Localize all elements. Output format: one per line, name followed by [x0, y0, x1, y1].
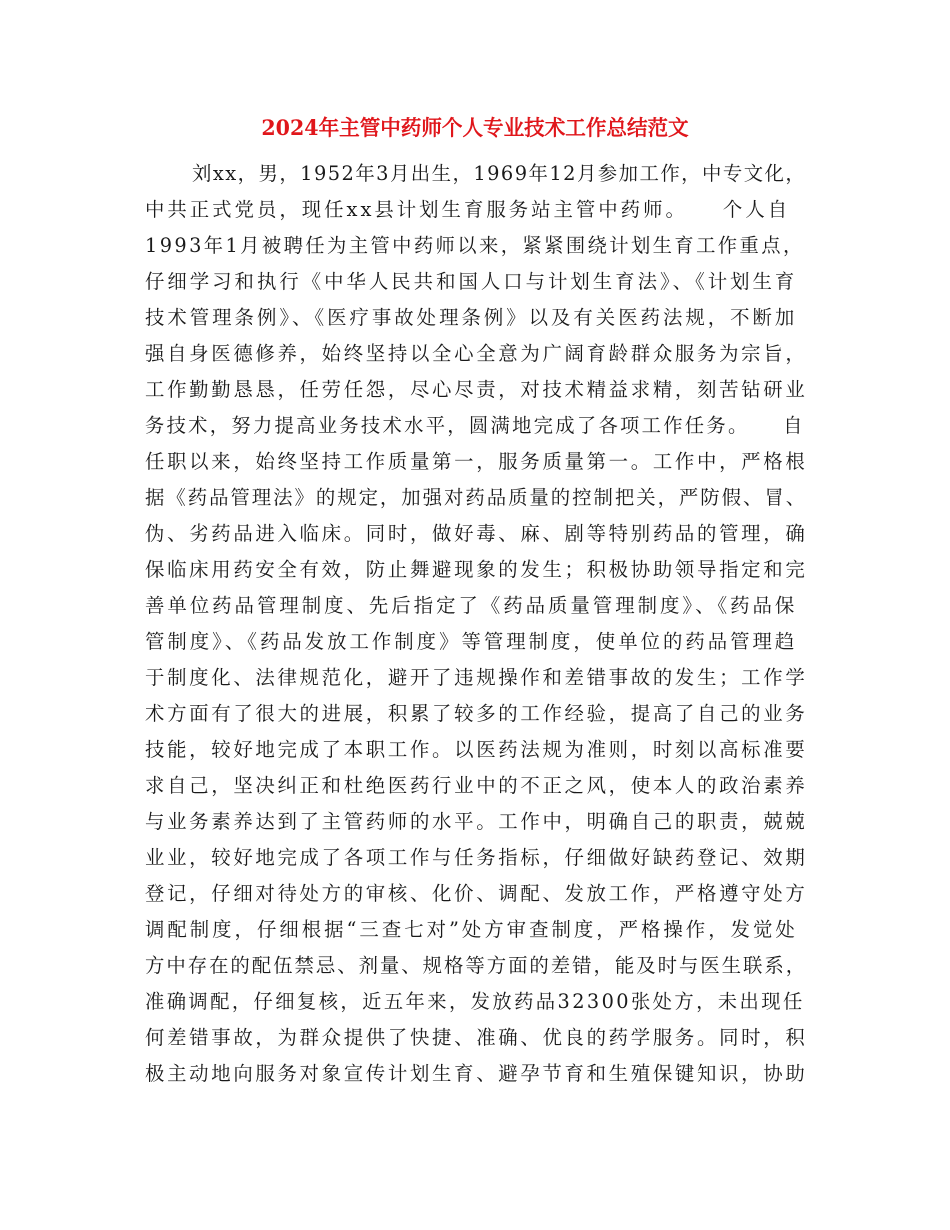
- body-line: 调配制度，仔细根据“三查七对”处方审查制度，严格操作，发觉处: [145, 918, 798, 941]
- body-line: 工作勤勤恳恳，任劳任怨，尽心尽责，对技术精益求精，刻苦钻研业: [145, 378, 808, 401]
- body-line: 管制度》、《药品发放工作制度》等管理制度，使单位的药品管理趋: [145, 630, 798, 653]
- body-line: 刘xx，男，1952年3月出生，1969年12月参加工作，中专文化，: [192, 162, 807, 185]
- body-line: 任职以来，始终坚持工作质量第一，服务质量第一。工作中，严格根: [145, 450, 808, 473]
- body-line: 极主动地向服务对象宣传计划生育、避孕节育和生殖保键知识，协助: [145, 1062, 808, 1085]
- body-line: 保临床用药安全有效，防止舞避现象的发生；积极协助领导指定和完: [145, 558, 808, 581]
- body-line: 业业，较好地完成了各项工作与任务指标，仔细做好缺药登记、效期: [145, 846, 808, 869]
- body-line: 技术管理条例》、《医疗事故处理条例》以及有关医药法规，不断加: [145, 306, 798, 329]
- body-line: 伪、劣药品进入临床。同时，做好毒、麻、剧等特别药品的管理，确: [145, 522, 808, 545]
- body-line: 强自身医德修养，始终坚持以全心全意为广阔育龄群众服务为宗旨，: [145, 342, 808, 365]
- body-line: 与业务素养达到了主管药师的水平。工作中，明确自己的职责，兢兢: [145, 810, 808, 833]
- body-line: 准确调配，仔细复核，近五年来，发放药品32300张处方，未出现任: [145, 990, 805, 1013]
- body-line: 何差错事故，为群众提供了快捷、准确、优良的药学服务。同时，积: [145, 1026, 808, 1049]
- document-title: 2024年主管中药师个人专业技术工作总结范文: [261, 115, 689, 140]
- body-line: 方中存在的配伍禁忌、剂量、规格等方面的差错，能及时与医生联系，: [145, 954, 808, 977]
- body-line: 术方面有了很大的进展，积累了较多的工作经验，提高了自己的业务: [145, 702, 808, 725]
- body-line: 1993年1月被聘任为主管中药师以来，紧紧围绕计划生育工作重点，: [145, 234, 805, 257]
- body-line: 技能，较好地完成了本职工作。以医药法规为准则，时刻以高标准要: [145, 738, 808, 761]
- body-line: 中共正式党员，现任xx县计划生育服务站主管中药师。 个人自: [145, 198, 791, 221]
- body-line: 仔细学习和执行《中华人民共和国人口与计划生育法》、《计划生育: [145, 270, 798, 293]
- body-line: 求自己，坚决纠正和杜绝医药行业中的不正之风，使本人的政治素养: [145, 774, 808, 797]
- body-line: 登记，仔细对待处方的审核、化价、调配、发放工作，严格遵守处方: [145, 882, 808, 905]
- body-line: 于制度化、法律规范化，避开了违规操作和差错事故的发生；工作学: [145, 666, 808, 689]
- body-line: 据《药品管理法》的规定，加强对药品质量的控制把关，严防假、冒、: [145, 486, 808, 509]
- body-line: 善单位药品管理制度、先后指定了《药品质量管理制度》、《药品保: [145, 594, 798, 617]
- body-line: 务技术，努力提高业务技术水平，圆满地完成了各项工作任务。 自: [145, 414, 805, 437]
